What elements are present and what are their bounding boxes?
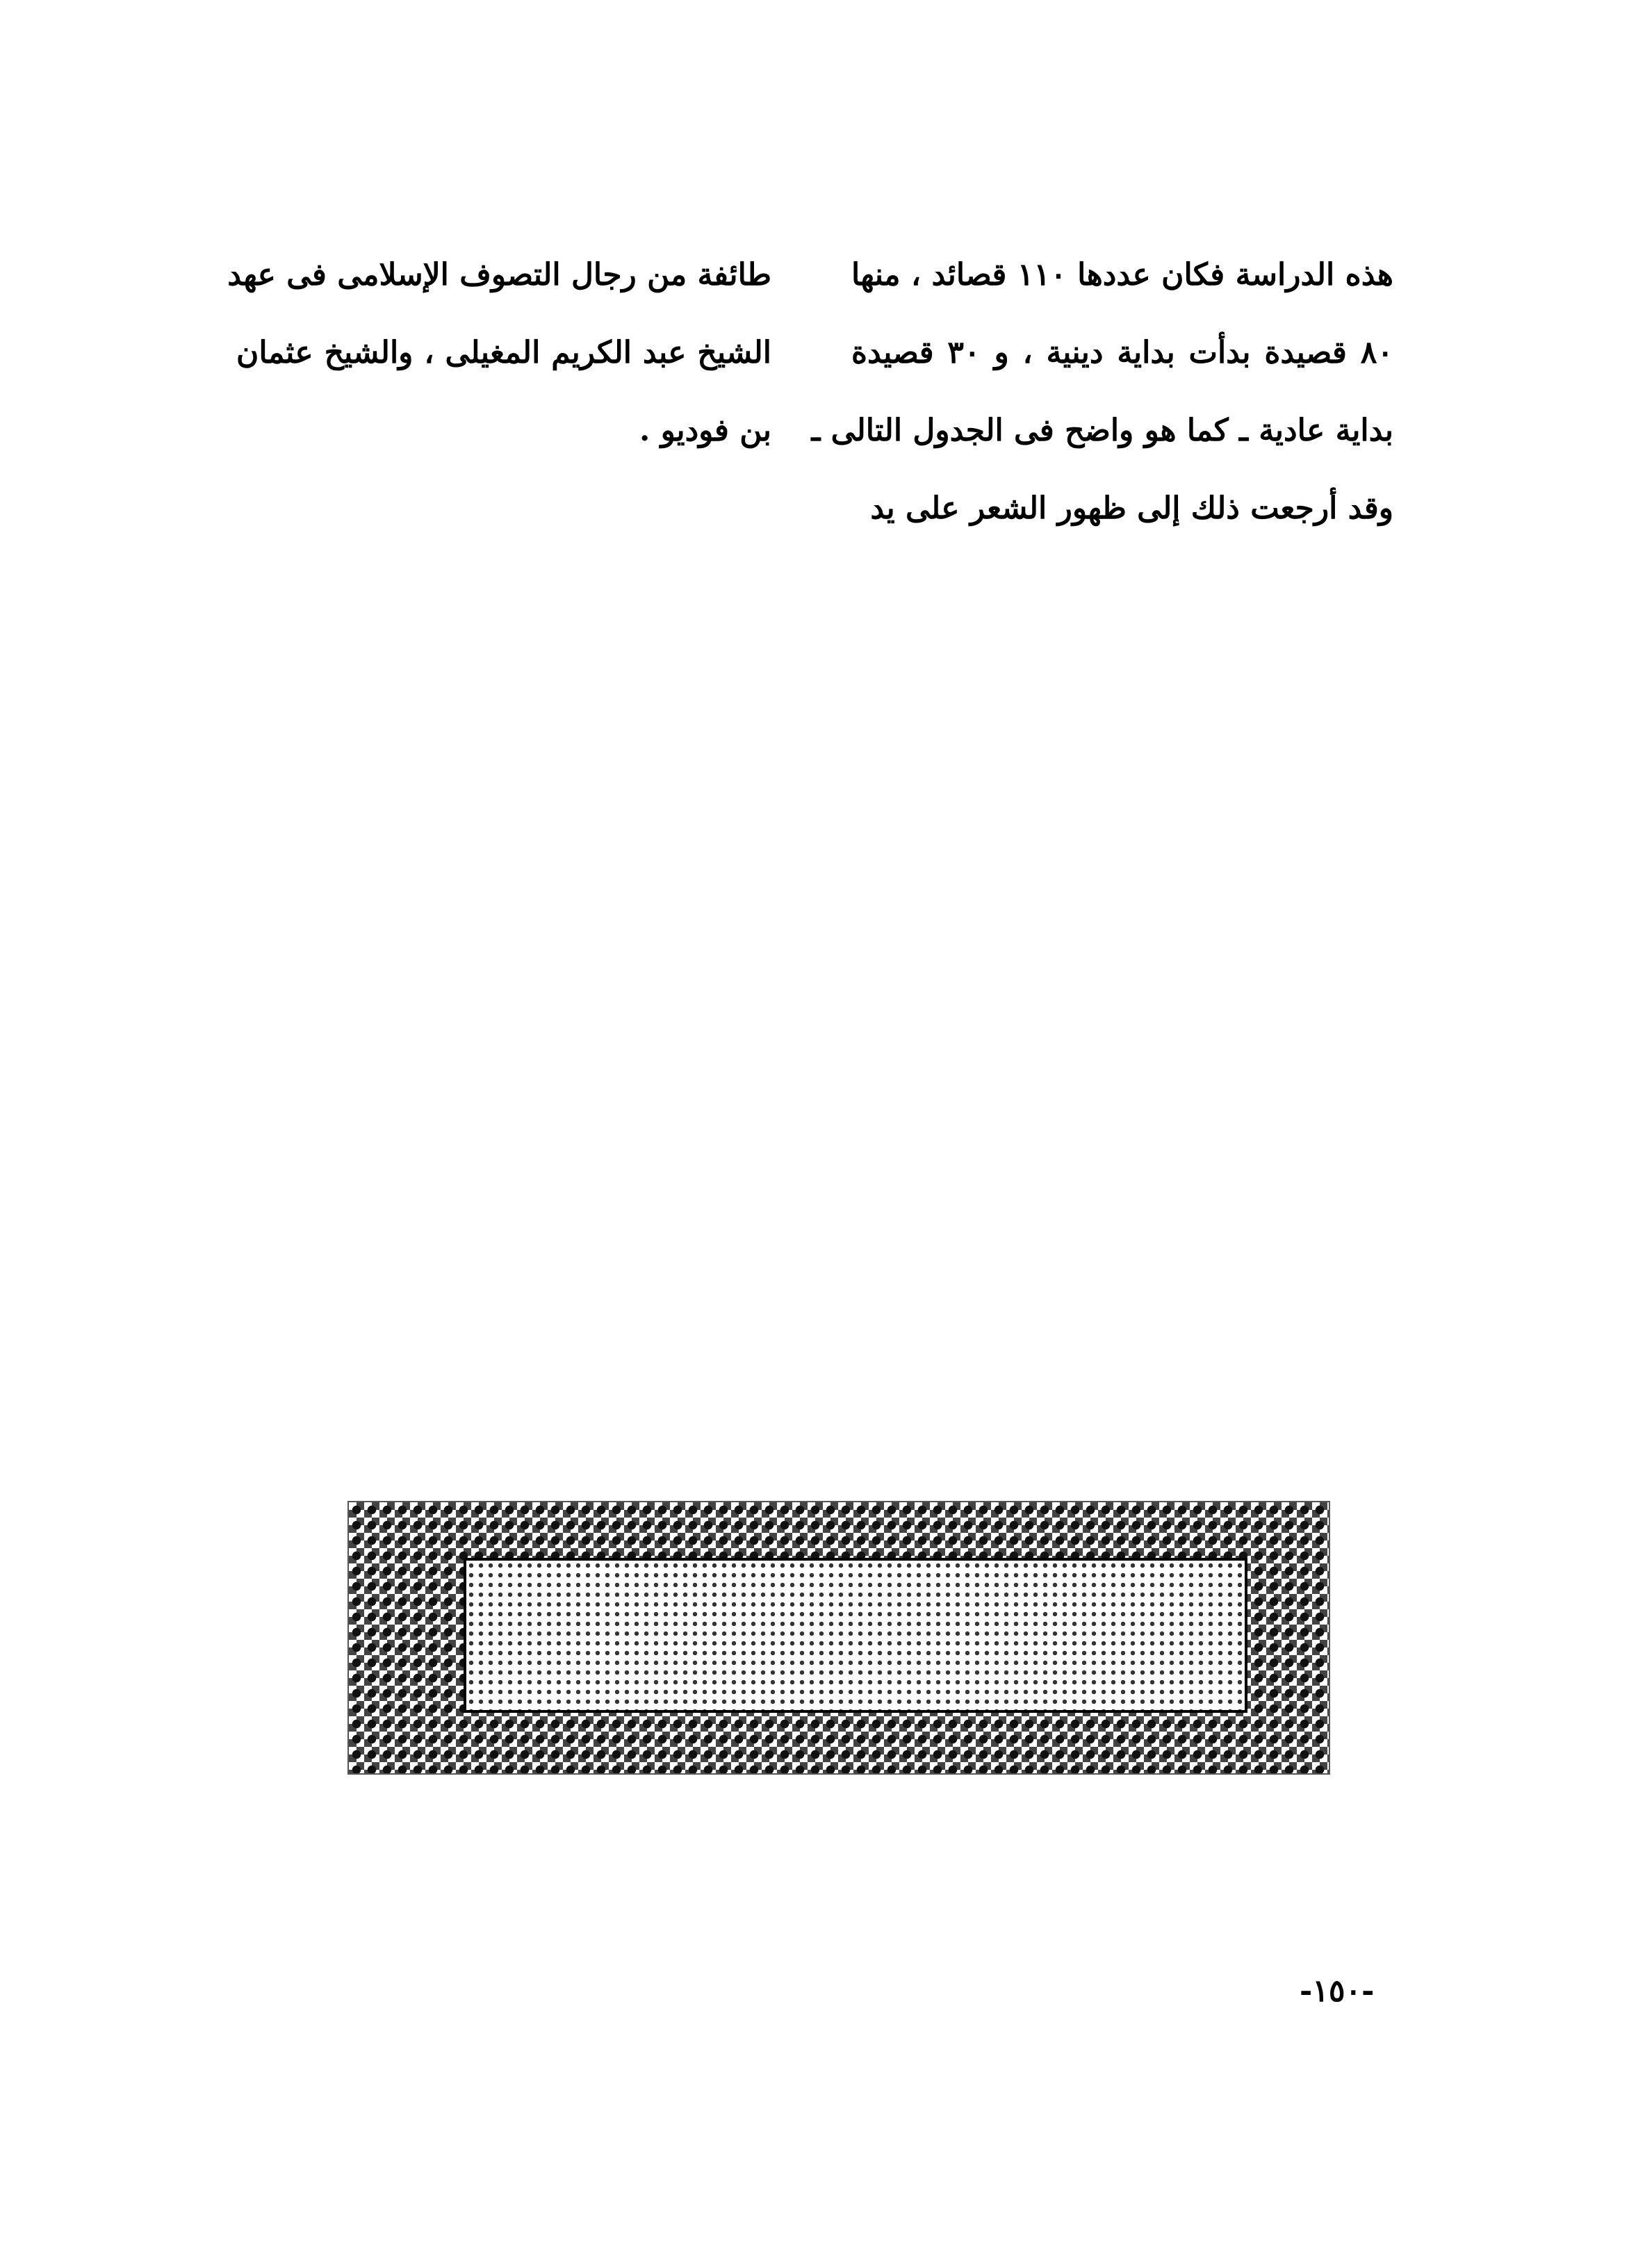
page-number: -١٥٠- [1300,1973,1375,2009]
text-line: طائفة من رجال التصوف الإسلامى فى عهد [227,257,771,293]
patterned-frame-inner-panel [464,1558,1247,1713]
text-line: وقد أرجعت ذلك إلى ظهور الشعر على يد [870,491,1393,526]
right-text-column [811,236,1393,548]
patterned-frame-figure [347,1501,1330,1775]
text-line: بن فوديو . [639,413,771,448]
text-line: الشيخ عبد الكريم المغيلى ، والشيخ عثمان [236,335,771,370]
text-line: هذه الدراسة فكان عددها ١١٠ قصائد ، منها [851,257,1393,293]
left-text-column [227,236,771,470]
text-line: ٨٠ قصيدة بدأت بداية دينية ، و ٣٠ قصيدة [851,335,1393,370]
text-line: بداية عادية ـ كما هو واضح فى الجدول التالى ـ [811,413,1393,448]
